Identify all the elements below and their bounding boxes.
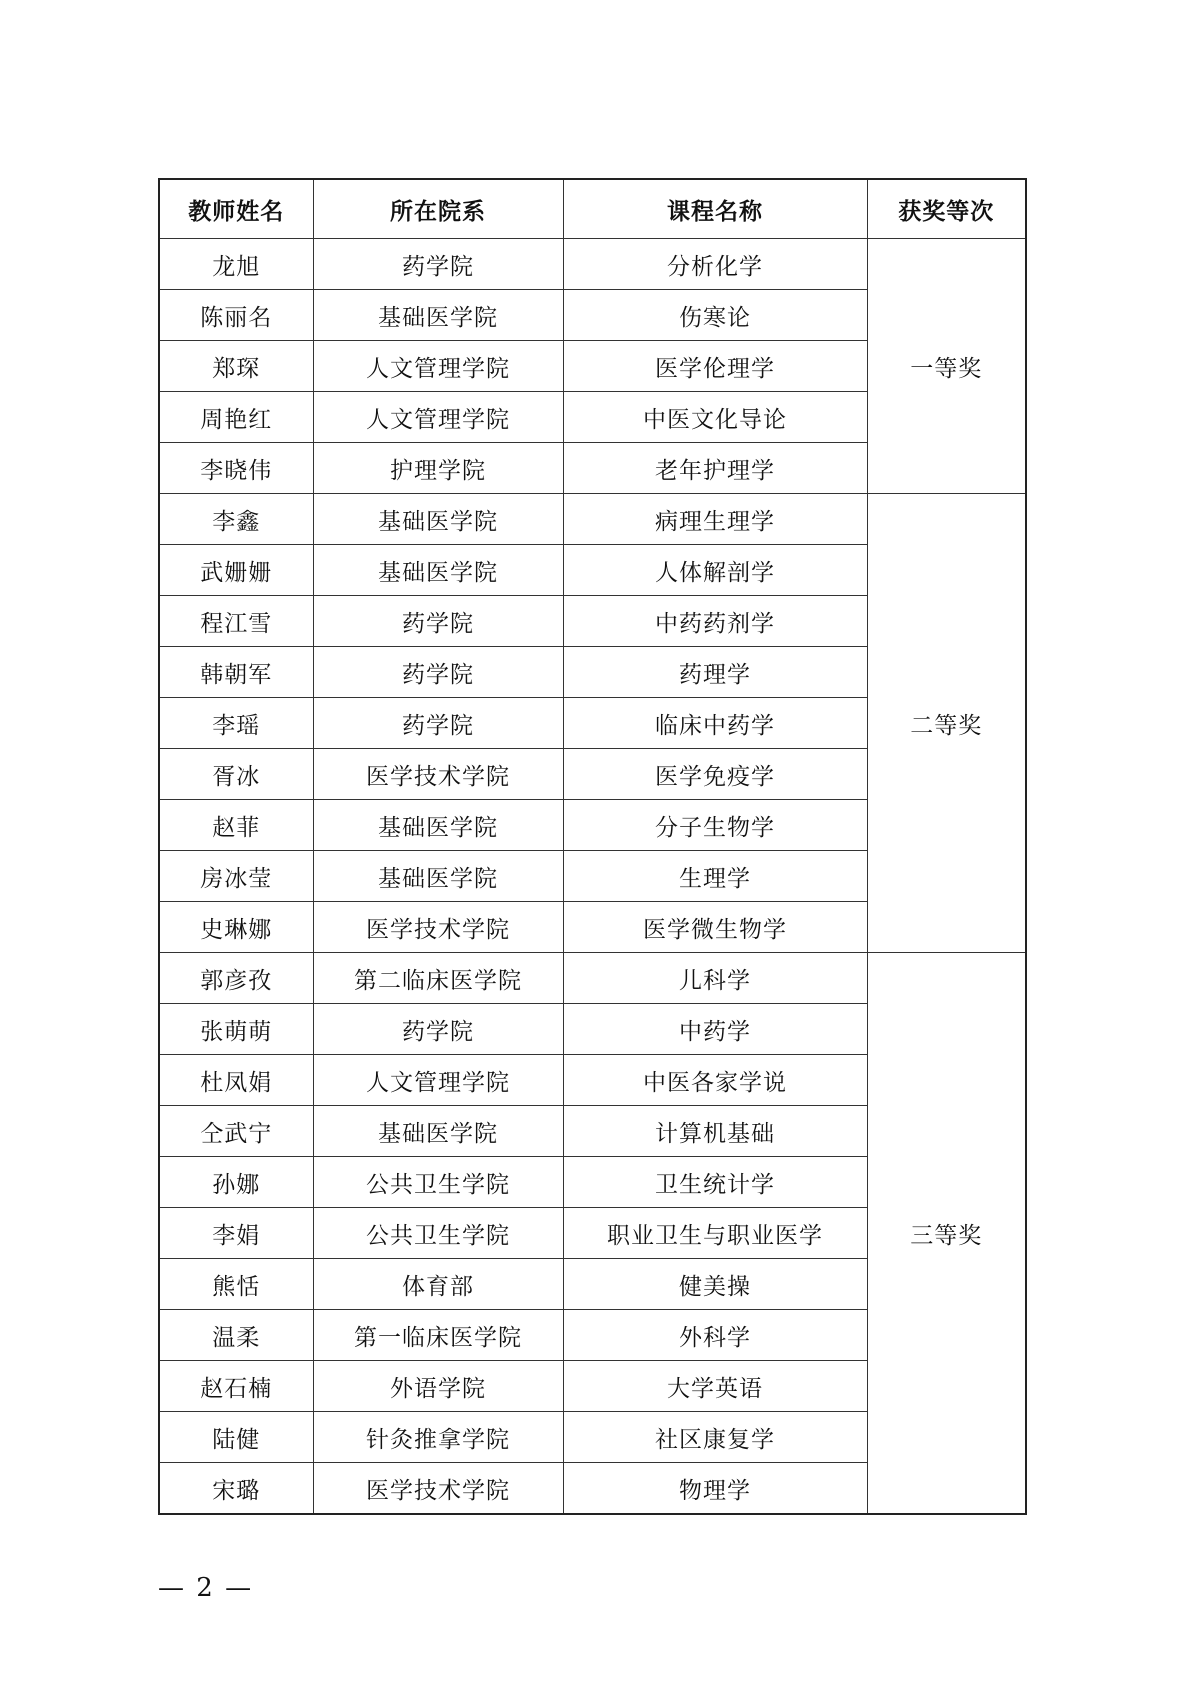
course-name-cell: 中医文化导论 [563, 392, 867, 443]
department-cell: 医学技术学院 [313, 749, 563, 800]
teacher-name-cell: 周艳红 [159, 392, 313, 443]
course-name-cell: 中药学 [563, 1004, 867, 1055]
teacher-name-cell: 宋璐 [159, 1463, 313, 1515]
department-cell: 人文管理学院 [313, 341, 563, 392]
teacher-name-cell: 张萌萌 [159, 1004, 313, 1055]
teacher-name-cell: 赵菲 [159, 800, 313, 851]
table-row [159, 239, 1026, 290]
department-cell: 体育部 [313, 1259, 563, 1310]
department-cell: 基础医学院 [313, 494, 563, 545]
course-name-cell: 伤寒论 [563, 290, 867, 341]
course-name-cell: 大学英语 [563, 1361, 867, 1412]
header-award-level: 获奖等次 [867, 179, 1026, 239]
department-cell: 基础医学院 [313, 851, 563, 902]
teacher-name-cell: 仝武宁 [159, 1106, 313, 1157]
table-body [159, 239, 1026, 1515]
award-level-cell: 三等奖 [867, 953, 1026, 1515]
teacher-name-cell: 龙旭 [159, 239, 313, 290]
course-name-cell: 生理学 [563, 851, 867, 902]
course-name-cell: 物理学 [563, 1463, 867, 1515]
department-cell: 公共卫生学院 [313, 1157, 563, 1208]
department-cell: 公共卫生学院 [313, 1208, 563, 1259]
teacher-name-cell: 赵石楠 [159, 1361, 313, 1412]
department-cell: 药学院 [313, 1004, 563, 1055]
teacher-name-cell: 李瑶 [159, 698, 313, 749]
header-department: 所在院系 [313, 179, 563, 239]
department-cell: 药学院 [313, 239, 563, 290]
course-name-cell: 外科学 [563, 1310, 867, 1361]
course-name-cell: 社区康复学 [563, 1412, 867, 1463]
department-cell: 药学院 [313, 647, 563, 698]
department-cell: 基础医学院 [313, 1106, 563, 1157]
teacher-name-cell: 郑琛 [159, 341, 313, 392]
department-cell: 基础医学院 [313, 800, 563, 851]
course-name-cell: 计算机基础 [563, 1106, 867, 1157]
award-table [158, 178, 1027, 1515]
teacher-name-cell: 史琳娜 [159, 902, 313, 953]
course-name-cell: 药理学 [563, 647, 867, 698]
teacher-name-cell: 武姗姗 [159, 545, 313, 596]
department-cell: 人文管理学院 [313, 392, 563, 443]
course-name-cell: 分子生物学 [563, 800, 867, 851]
teacher-name-cell: 郭彦孜 [159, 953, 313, 1004]
teacher-name-cell: 房冰莹 [159, 851, 313, 902]
award-level-cell: 一等奖 [867, 239, 1026, 494]
course-name-cell: 医学伦理学 [563, 341, 867, 392]
department-cell: 基础医学院 [313, 290, 563, 341]
table-header-row [159, 179, 1026, 239]
department-cell: 药学院 [313, 698, 563, 749]
teacher-name-cell: 孙娜 [159, 1157, 313, 1208]
course-name-cell: 临床中药学 [563, 698, 867, 749]
department-cell: 针灸推拿学院 [313, 1412, 563, 1463]
department-cell: 第二临床医学院 [313, 953, 563, 1004]
teacher-name-cell: 陆健 [159, 1412, 313, 1463]
teacher-name-cell: 温柔 [159, 1310, 313, 1361]
teacher-name-cell: 程江雪 [159, 596, 313, 647]
department-cell: 药学院 [313, 596, 563, 647]
course-name-cell: 医学免疫学 [563, 749, 867, 800]
course-name-cell: 儿科学 [563, 953, 867, 1004]
award-level-cell: 二等奖 [867, 494, 1026, 953]
course-name-cell: 健美操 [563, 1259, 867, 1310]
teacher-name-cell: 胥冰 [159, 749, 313, 800]
page-number: — 2 — [158, 1573, 254, 1603]
course-name-cell: 人体解剖学 [563, 545, 867, 596]
department-cell: 基础医学院 [313, 545, 563, 596]
department-cell: 第一临床医学院 [313, 1310, 563, 1361]
course-name-cell: 中医各家学说 [563, 1055, 867, 1106]
course-name-cell: 卫生统计学 [563, 1157, 867, 1208]
department-cell: 人文管理学院 [313, 1055, 563, 1106]
department-cell: 医学技术学院 [313, 902, 563, 953]
header-teacher-name: 教师姓名 [159, 179, 313, 239]
teacher-name-cell: 李鑫 [159, 494, 313, 545]
teacher-name-cell: 韩朝军 [159, 647, 313, 698]
teacher-name-cell: 陈丽名 [159, 290, 313, 341]
teacher-name-cell: 熊恬 [159, 1259, 313, 1310]
course-name-cell: 老年护理学 [563, 443, 867, 494]
course-name-cell: 医学微生物学 [563, 902, 867, 953]
teacher-name-cell: 李娟 [159, 1208, 313, 1259]
table-row [159, 494, 1026, 545]
course-name-cell: 分析化学 [563, 239, 867, 290]
table-row [159, 953, 1026, 1004]
teacher-name-cell: 李晓伟 [159, 443, 313, 494]
department-cell: 外语学院 [313, 1361, 563, 1412]
header-course-name: 课程名称 [563, 179, 867, 239]
teacher-name-cell: 杜凤娟 [159, 1055, 313, 1106]
department-cell: 医学技术学院 [313, 1463, 563, 1515]
course-name-cell: 中药药剂学 [563, 596, 867, 647]
course-name-cell: 职业卫生与职业医学 [563, 1208, 867, 1259]
department-cell: 护理学院 [313, 443, 563, 494]
course-name-cell: 病理生理学 [563, 494, 867, 545]
